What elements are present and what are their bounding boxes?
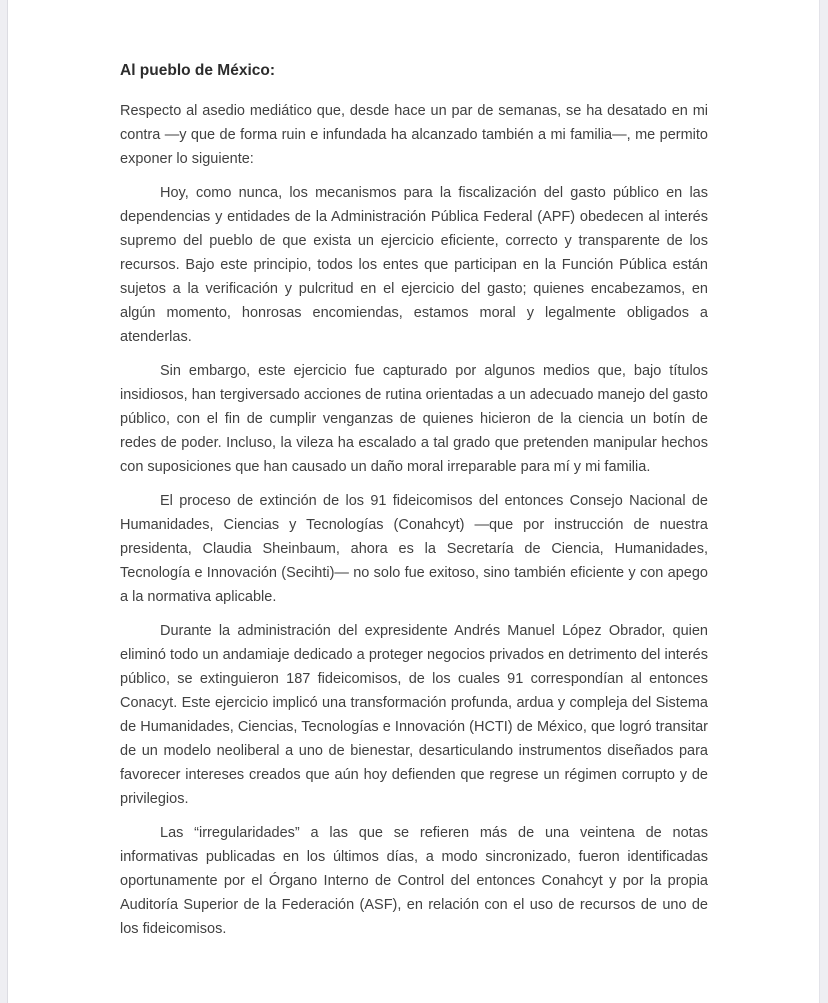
letter-paragraph: Respecto al asedio mediático que, desde hace un par de semanas, se ha desatado en mi contra —y que de forma ruin e infundada ha alcanzado también a mi familia—, me permito exponer lo siguiente: [120, 103, 708, 167]
letter-paragraph: Sin embargo, este ejercicio fue capturado por algunos medios que, bajo títulos insidiosos, han tergiversado acciones de rutina orientadas a un adecuado manejo del gasto público, con el fin de cumplir venganzas de quienes hicieron de la ciencia un botín de redes de poder. Incluso, la vileza ha escalado a tal grado que pretenden manipular hechos con suposiciones que han causado un daño moral irreparable para mí y mi familia. [120, 363, 708, 475]
letter-content [120, 60, 708, 951]
letter-paragraph: Durante la administración del expresidente Andrés Manuel López Obrador, quien eliminó todo un andamiaje dedicado a proteger negocios privados en detrimento del interés público, se extinguieron 187 fideicomisos, de los cuales 91 correspondían al entonces Conacyt. Este ejercicio implicó una transformación profunda, ardua y compleja del Sistema de Humanidades, Ciencias, Tecnologías e Innovación (HCTI) de México, que logró transitar de un modelo neoliberal a uno de bienestar, desarticulando instrumentos diseñados para favorecer intereses creados que aún hoy defienden que regrese un régimen corrupto y de privilegios. [120, 623, 708, 807]
letter-paragraph: Hoy, como nunca, los mecanismos para la fiscalización del gasto público en las dependencias y entidades de la Administración Pública Federal (APF) obedecen al interés supremo del pueblo de que exista un ejercicio eficiente, correcto y transparente de los recursos. Bajo este principio, todos los entes que participan en la Función Pública están sujetos a la verificación y pulcritud en el ejercicio del gasto; quienes encabezamos, en algún momento, honrosas encomiendas, estamos moral y legalmente obligados a atenderlas. [120, 185, 708, 345]
letter-paragraph: El proceso de extinción de los 91 fideicomisos del entonces Consejo Nacional de Humanidades, Ciencias y Tecnologías (Conahcyt) —que por instrucción de nuestra presidenta, Claudia Sheinbaum, ahora es la Secretaría de Ciencia, Humanidades, Tecnología e Innovación (Secihti)— no solo fue exitoso, sino también eficiente y con apego a la normativa aplicable. [120, 493, 708, 605]
letter-paragraph: Las “irregularidades” a las que se refieren más de una veintena de notas informativas publicadas en los últimos días, a modo sincronizado, fueron identificadas oportunamente por el Órgano Interno de Control del entonces Conahcyt y por la propia Auditoría Superior de la Federación (ASF), en relación con el uso de recursos de uno de los fideicomisos. [120, 825, 708, 937]
letter-heading: Al pueblo de México: [120, 62, 276, 79]
viewer-right-gutter [819, 0, 828, 1003]
viewer-left-gutter [0, 0, 8, 1003]
letter-page [8, 0, 819, 1003]
